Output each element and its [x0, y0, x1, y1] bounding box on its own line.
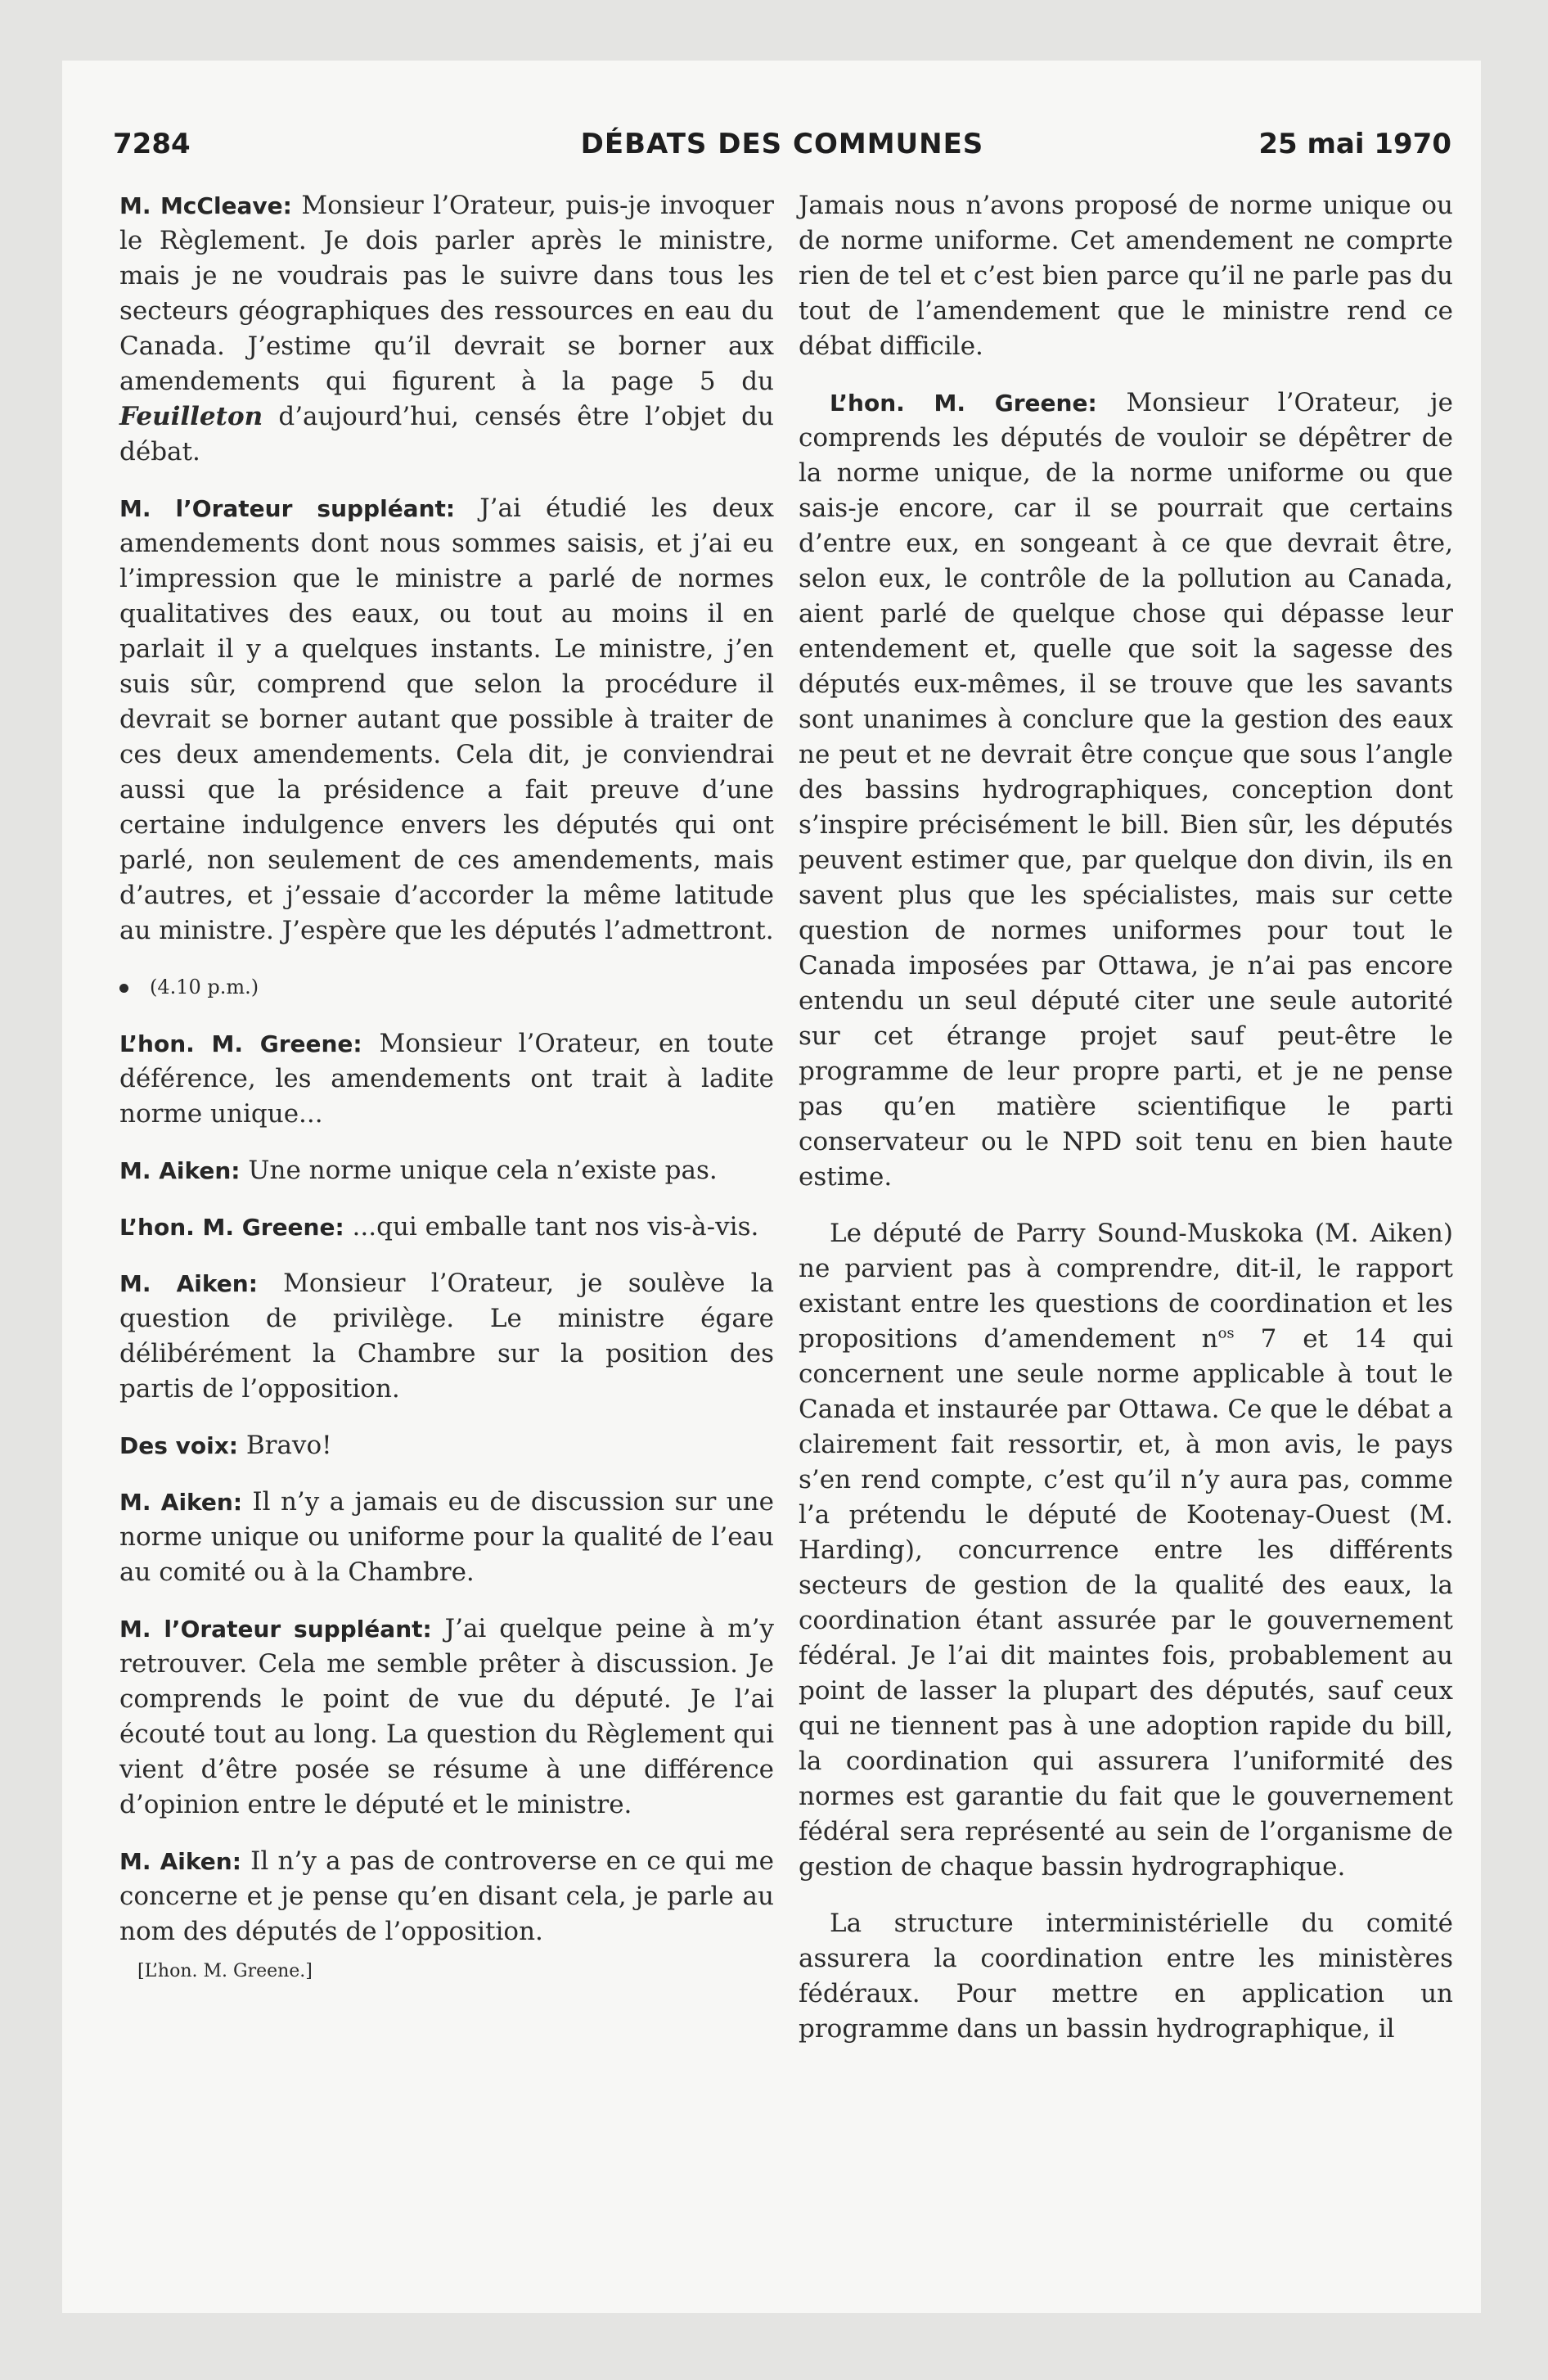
paragraph: Jamais nous n’avons proposé de norme unique ou de norme uniforme. Cet amendement ne comprte rien de tel et c’est bien parce qu’il ne parle pas du tout de l’amendement que le ministre rend ce débat difficile. — [799, 191, 1453, 361]
speech-text: ...qui emballe tant nos vis-à-vis. — [344, 1212, 759, 1242]
speech-text: Monsieur l’Orateur, puis-je invoquer le Règlement. Je dois parler après le ministre, mais je ne voudrais pas le suivre dans tous les secteurs géographiques des ressources en eau du Canada. J’estime qu’il devrait se borner aux amendements qui figurent à la page 5 du — [119, 191, 774, 396]
paragraph — [119, 1844, 774, 1950]
paragraph — [119, 1153, 774, 1188]
bullet-icon — [119, 984, 128, 993]
time-text: (4.10 p.m.) — [150, 976, 259, 998]
speech-text: Le député de Parry Sound-Muskoka (M. Aiken) ne parvient pas à comprendre, dit-il, le rapport existant entre les questions de coordination et les propositions d’amendement n — [799, 1219, 1453, 1354]
paragraph — [799, 1216, 1453, 1885]
speech-text: 7 et 14 qui concernent une seule norme applicable à tout le Canada et instaurée par Ottawa. Ce que le débat a clairement fait ressortir, et, à mon avis, le pays s’en rend compte, c’est qu’il n’y aura pas, comme l’a prétendu le député de Kootenay-Ouest (M. Harding), concurrence entre les différents secteurs de gestion de la qualité des eaux, la coordination étant assurée par le gouvernement fédéral. Je l’ai dit maintes fois, probablement au point de lasser la plupart des députés, sauf ceux qui ne tiennent pas à une adoption rapide du bill, la coordination qui assurera l’uniformité des normes est garantie du fait que le gouvernement fédéral sera représenté au sein de l’organisme de gestion de chaque bassin hydrographique. — [799, 1324, 1453, 1882]
speaker-continuation-note: [L’hon. M. Greene.] — [137, 1961, 313, 1981]
speech-text: Il n’y a jamais eu de discussion sur une norme unique ou uniforme pour la qualité de l’eau au comité ou à la Chambre. — [119, 1487, 774, 1587]
speech-text: Il n’y a pas de controverse en ce qui me concerne et je pense qu’en disant cela, je parle au nom des députés de l’opposition. — [119, 1846, 774, 1946]
right-column — [799, 188, 1453, 2068]
speaker-name: M. Aiken: — [119, 1489, 243, 1516]
speech-text: Monsieur l’Orateur, je comprends les députés de vouloir se dépêtrer de la norme unique, de la norme uniforme ou que sais-je encore, car il se pourrait que certains d’entre eux, en songeant à ce que devrait être, selon eux, le contrôle de la pollution au Canada, aient parlé de quelque chose qui dépasse leur entendement et, quelle que soit la sagesse des députés eux-mêmes, il se trouve que les savants sont unanimes à conclure que la gestion des eaux ne peut et ne devrait être conçue que sous l’angle des bassins hydrographiques, conception dont s’inspire précisément le bill. Bien sûr, les députés peuvent estimer que, par quelque don divin, ils en savent plus que les spécialistes, mais sur cette question de normes uniformes pour tout le Canada imposées par Ottawa, je n’ai pas encore entendu un seul député citer une seule autorité sur cet étrange projet sauf peut-être le programme de leur propre parti, et je ne pense pas qu’en matière scientifique le parti conservateur ou le NPD soit tenu en bien haute estime. — [799, 388, 1453, 1192]
paragraph — [799, 385, 1453, 1195]
speaker-name: M. McCleave: — [119, 192, 292, 219]
speech-text: Bravo! — [238, 1431, 332, 1460]
speech-text: Une norme unique cela n’existe pas. — [240, 1156, 718, 1185]
speaker-name: M. Aiken: — [119, 1270, 258, 1297]
speaker-name: Des voix: — [119, 1432, 238, 1459]
page-header — [113, 123, 1451, 172]
speaker-name: M. Aiken: — [119, 1848, 241, 1875]
speaker-name: L’hon. M. Greene: — [119, 1214, 344, 1241]
page-date: 25 mai 1970 — [1258, 128, 1451, 160]
paragraph — [119, 1428, 774, 1463]
page-number: 7284 — [113, 128, 191, 160]
time-marker — [119, 970, 774, 1005]
paragraph — [119, 491, 774, 949]
paragraph — [119, 1026, 774, 1132]
speaker-name: L’hon. M. Greene: — [830, 390, 1097, 417]
speaker-name: M. l’Orateur suppléant: — [119, 1616, 432, 1643]
paragraph — [119, 1611, 774, 1823]
paragraph — [119, 1485, 774, 1590]
paragraph — [119, 1210, 774, 1245]
speech-text: J’ai étudié les deux amendements dont nous sommes saisis, et j’ai eu l’impression que le ministre a parlé de normes qualitatives des eaux, ou tout au moins il en parlait il y a quelques instants. Le ministre, j’en suis sûr, comprend que selon la procédure il devrait se borner autant que possible à traiter de ces deux amendements. Cela dit, je conviendrai aussi que la présidence a fait preuve d’une certaine indulgence envers les députés qui ont parlé, non seulement de ces amendements, mais d’autres, et j’essaie d’accorder la même latitude au ministre. J’espère que les députés l’admettront. — [119, 494, 774, 945]
speech-text: Monsieur l’Orateur, en toute déférence, les amendements ont trait à ladite norme unique... — [119, 1029, 774, 1129]
speech-text: Monsieur l’Orateur, je soulève la question de privilège. Le ministre égare délibérément la Chambre sur la position des partis de l’opposition. — [119, 1269, 774, 1404]
speaker-name: M. Aiken: — [119, 1157, 241, 1184]
speech-text: J’ai quelque peine à m’y retrouver. Cela me semble prêter à discussion. Je comprends le point de vue du député. Je l’ai écouté tout au long. La question du Règlement qui vient d’être posée se résume à une différence d’opinion entre le député et le ministre. — [119, 1614, 774, 1819]
paragraph — [119, 188, 774, 470]
paragraph — [119, 1266, 774, 1407]
speech-text: d’aujourd’hui, censés être l’objet du débat. — [119, 402, 774, 467]
speaker-name: M. l’Orateur suppléant: — [119, 495, 456, 522]
speaker-name: L’hon. M. Greene: — [119, 1030, 362, 1057]
paragraph: La structure interministérielle du comité assurera la coordination entre les ministères fédéraux. Pour mettre en application un programme dans un bassin hydrographique, il — [799, 1909, 1453, 2044]
speech-italic: Feuilleton — [119, 402, 263, 431]
left-column — [119, 188, 774, 1984]
superscript: os — [1217, 1324, 1235, 1342]
page-title: DÉBATS DES COMMUNES — [580, 128, 984, 160]
